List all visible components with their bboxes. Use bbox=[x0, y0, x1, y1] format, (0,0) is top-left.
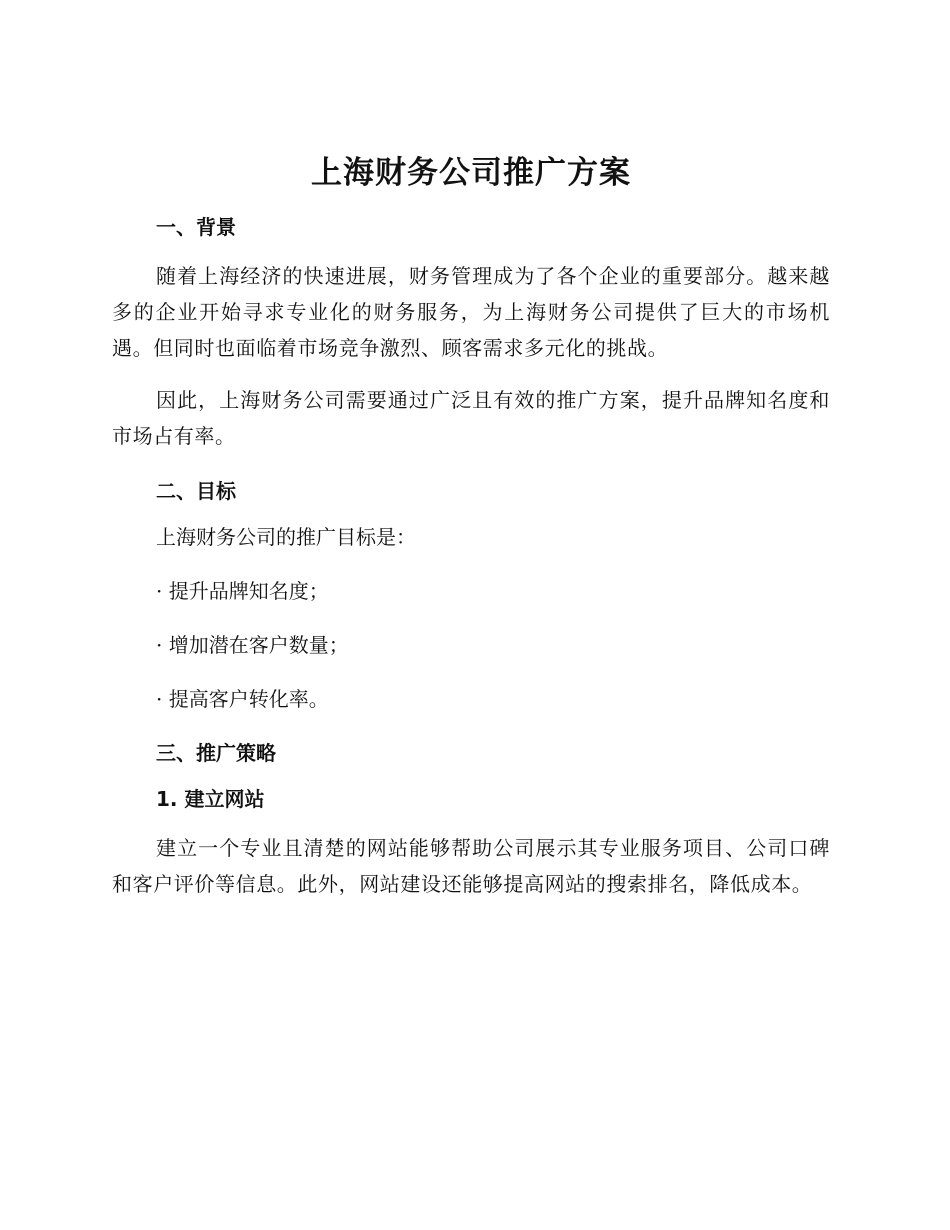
document-content bbox=[112, 150, 830, 918]
section-heading-strategy: 三、推广策略 bbox=[156, 741, 276, 765]
goals-intro: 上海财务公司的推广目标是： bbox=[156, 525, 416, 549]
goal-item-2: · 增加潜在客户数量； bbox=[156, 633, 349, 657]
subsection-heading-website: 1. 建立网站 bbox=[156, 787, 265, 811]
section-heading-background: 一、背景 bbox=[156, 215, 236, 239]
background-paragraph-1: 随着上海经济的快速进展，财务管理成为了各个企业的重要部分。越来越多的企业开始寻求专业化的财务服务，为上海财务公司提供了巨大的市场机遇。但同时也面临着市场竞争激烈、顾客需求多元化的挑战。 bbox=[112, 264, 830, 360]
document-title: 上海财务公司推广方案 bbox=[311, 155, 631, 191]
website-paragraph: 建立一个专业且清楚的网站能够帮助公司展示其专业服务项目、公司口碑和客户评价等信息。此外，网站建设还能够提高网站的搜索排名，降低成本。 bbox=[112, 836, 830, 896]
section-heading-goals: 二、目标 bbox=[156, 479, 236, 503]
background-paragraph-2: 因此，上海财务公司需要通过广泛且有效的推广方案，提升品牌知名度和市场占有率。 bbox=[112, 388, 830, 448]
goal-item-1: · 提升品牌知名度； bbox=[156, 579, 329, 603]
goal-item-3: · 提高客户转化率。 bbox=[156, 687, 329, 711]
